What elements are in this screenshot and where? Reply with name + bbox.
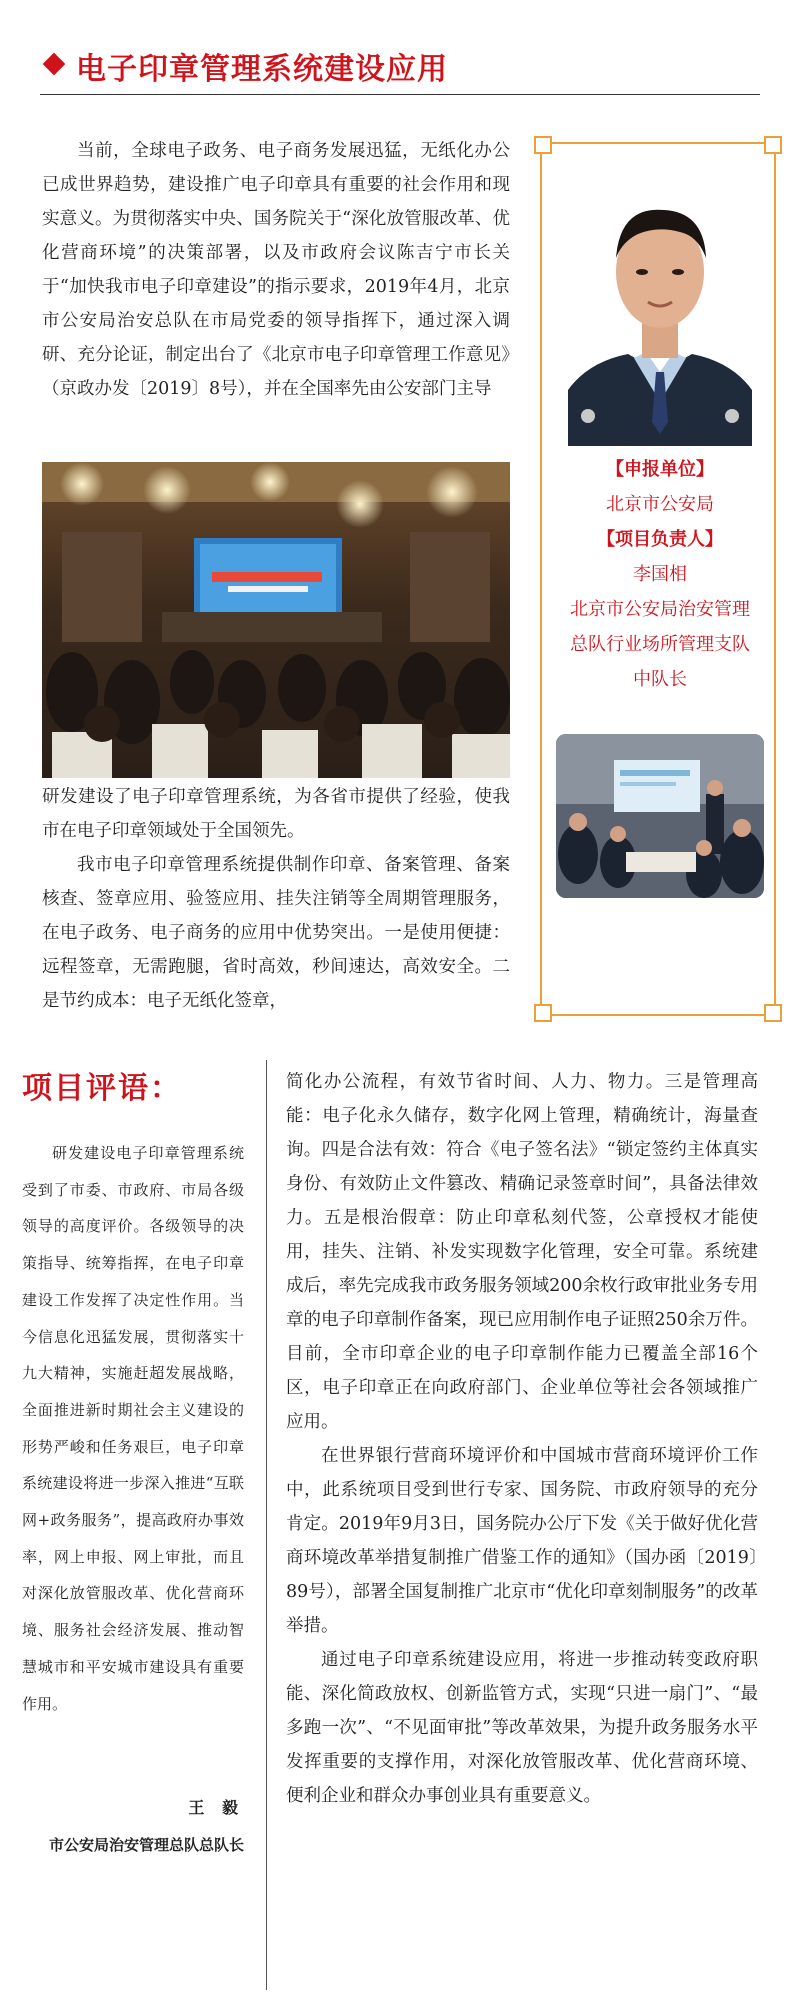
paragraph-recognition: 在世界银行营商环境评价和中国城市营商环境评价工作中，此系统项目受到世行专家、国务院、市政府领导的充分肯定。2019年9月3日，国务院办公厅下发《关于做好优化营商环境改革举措复制推广借鉴工作的通知》（国办函〔2019〕89号），部署全国复制推广北京市“优化印章刻制服务”的改革举措。: [286, 1446, 758, 1636]
leader-title-line: 北京市公安局治安管理: [570, 599, 750, 620]
article-header: [40, 38, 760, 95]
column-divider: [266, 1060, 267, 1990]
leader-title-line: 中队长: [633, 669, 687, 690]
leader-title-line: 总队行业场所管理支队: [570, 634, 750, 655]
leader-label: 【项目负责人】: [597, 529, 723, 550]
conference-hall-image: [42, 462, 510, 778]
applicant-info: [548, 452, 772, 697]
portrait-image: [568, 172, 752, 446]
unit-label: 【申报单位】: [606, 459, 714, 480]
leader-name: 李国相: [633, 564, 687, 585]
training-room-image: [556, 734, 764, 898]
leader-portrait: [568, 172, 752, 446]
comment-author: 王 毅: [188, 1798, 244, 1817]
frame-corner-ornament: [534, 136, 552, 154]
frame-corner-ornament: [764, 136, 782, 154]
comment-paragraph: 研发建设电子印章管理系统受到了市委、市政府、市局各级领导的高度评价。各级领导的决策指导、统筹指挥，在电子印章建设工作发挥了决定性作用。当今信息化迅猛发展，贯彻落实十九大精神，实施赶超发展战略，全面推进新时期社会主义建设的形势严峻和任务艰巨，电子印章系统建设将进一步深入推进“互联网+政务服务”，提高政府办事效率，网上申报、网上审批，而且对深化放管服改革、优化营商环境、服务社会经济发展、推动智慧城市和平安城市建设具有重要作用。: [22, 1144, 244, 1713]
frame-corner-ornament: [764, 1004, 782, 1022]
article-title: 电子印章管理系统建设应用: [76, 52, 448, 87]
comment-author-title: 市公安局治安管理总队总队长: [48, 1836, 244, 1854]
diamond-bullet-icon: [43, 53, 66, 76]
paragraph-features-continued: 简化办公流程，有效节省时间、人力、物力。三是管理高能：电子化永久储存，数字化网上管理，精确统计，海量查询。四是合法有效：符合《电子签名法》“锁定签约主体真实身份、有效防止文件篡改、精确记录签章时间”，具备法律效力。五是根治假章：防止印章私刻代签，公章授权才能使用，挂失、注销、补发实现数字化管理，安全可靠。系统建成后，率先完成我市政务服务领域200余枚行政审批业务专用章的电子印章制作备案，现已应用制作电子证照250余万件。目前，全市印章企业的电子印章制作能力已覆盖全部16个区，电子印章正在向政府部门、企业单位等社会各领域推广应用。: [286, 1072, 758, 1432]
paragraph-conclusion: 通过电子印章系统建设应用，将进一步推动转变政府职能、深化简政放权、创新监管方式，实现“只进一扇门”、“最多跑一次”、“不见面审批”等改革效果，为提升政务服务水平发挥重要的支撑作用，对深化放管服改革、优化营商环境、便利企业和群众办事创业具有重要意义。: [286, 1650, 758, 1806]
paragraph-intro-continued: 研发建设了电子印章管理系统，为各省市提供了经验，使我市在电子印章领域处于全国领先。: [42, 787, 510, 841]
comment-body: [22, 1135, 244, 1722]
comment-title: 项目评语：: [22, 1071, 182, 1106]
training-photo: [556, 734, 764, 898]
conference-photo: [42, 462, 510, 778]
frame-corner-ornament: [534, 1004, 552, 1022]
unit-value: 北京市公安局: [606, 494, 714, 515]
article-column-bottom: [42, 780, 510, 1018]
paragraph-intro: 当前，全球电子政务、电子商务发展迅猛，无纸化办公已成世界趋势，建设推广电子印章具有重要的社会作用和现实意义。为贯彻落实中央、国务院关于“深化放管服改革、优化营商环境”的决策部署，以及市政府会议陈吉宁市长关于“加快我市电子印章建设”的指示要求，2019年4月，北京市公安局治安总队在市局党委的领导指挥下，通过深入调研、充分论证，制定出台了《北京市电子印章管理工作意见》（京政办发〔2019〕8号），并在全国率先由公安部门主导: [42, 141, 510, 399]
article-column-top: [42, 134, 510, 406]
article-column-right: [286, 1065, 758, 1813]
paragraph-features: 我市电子印章管理系统提供制作印章、备案管理、备案核查、签章应用、验签应用、挂失注销等全周期管理服务，在电子政务、电子商务的应用中优势突出。一是使用便捷：远程签章，无需跑腿，省时高效，秒间速达，高效安全。二是节约成本：电子无纸化签章，: [42, 855, 510, 1011]
